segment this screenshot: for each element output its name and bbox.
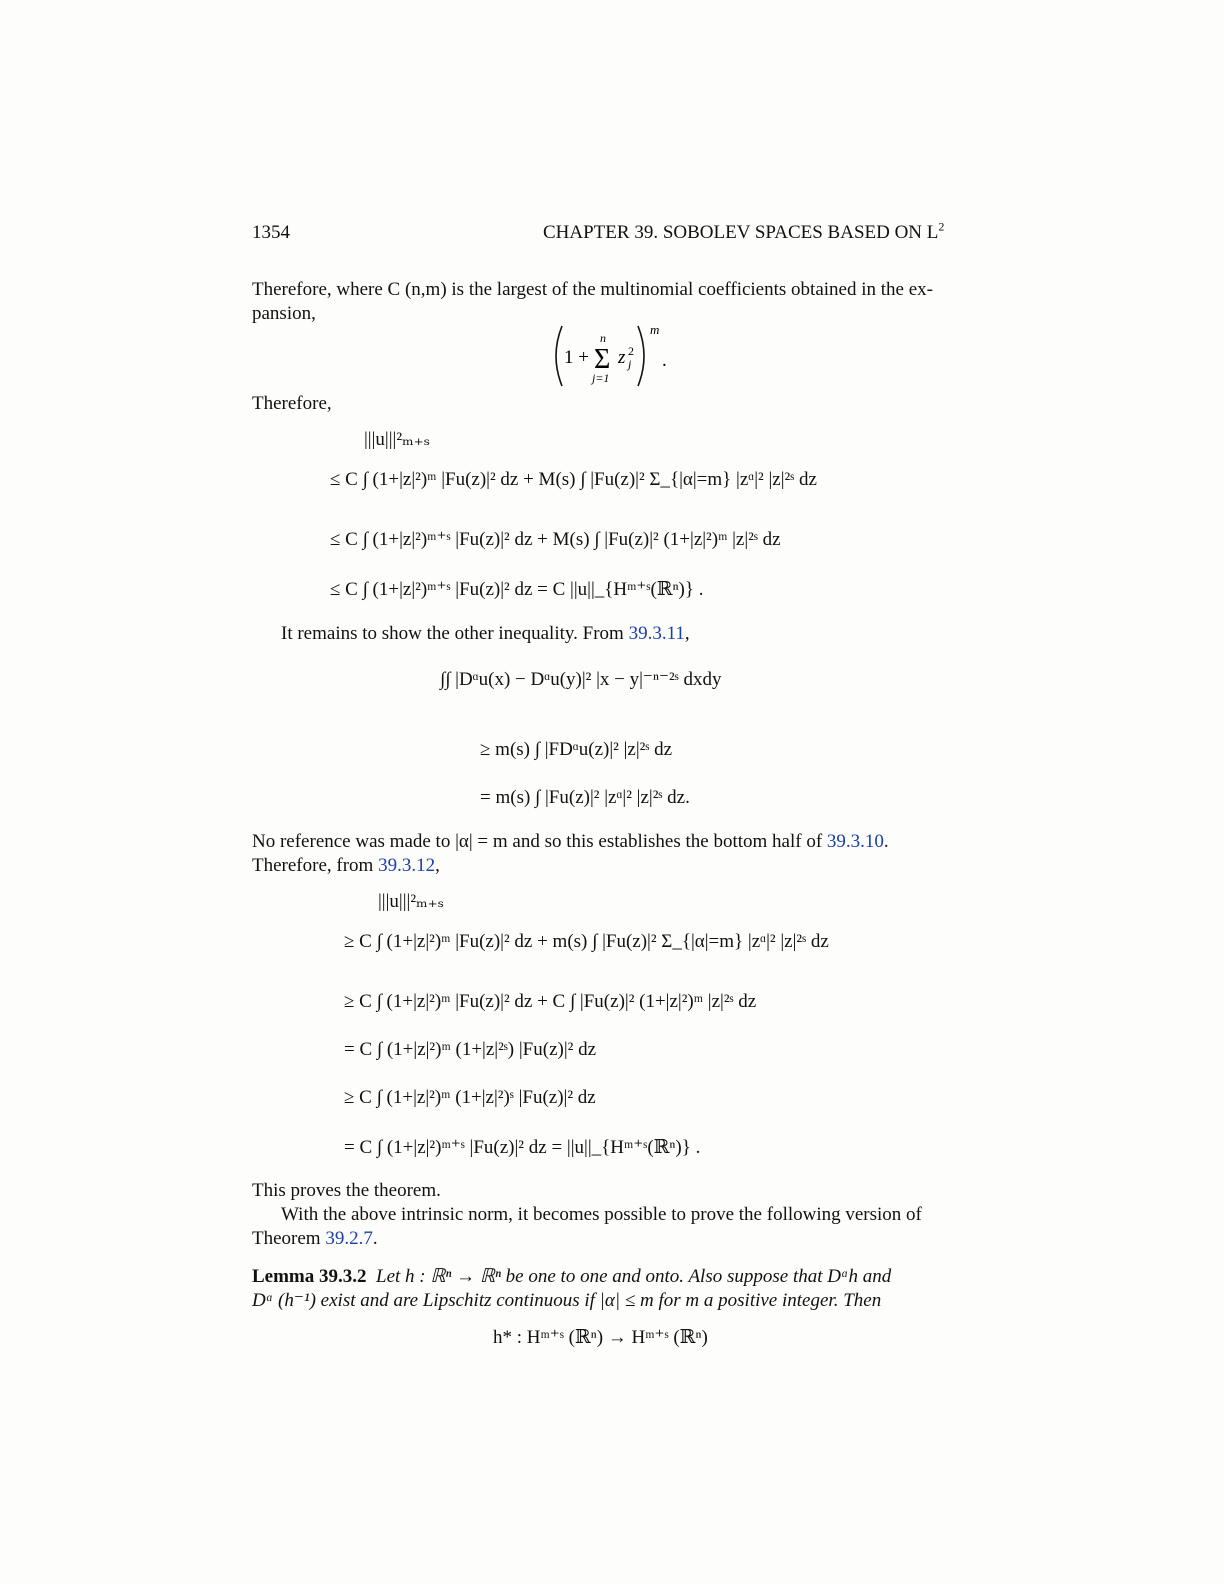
running-title: CHAPTER 39. SOBOLEV SPACES BASED ON $L^2$: [543, 219, 945, 243]
paragraph-line: It remains to show the other inequality. From 39.3.11,: [281, 623, 690, 644]
equation-line: ≥ C ∫ (1+|z|²)ᵐ |Fu(z)|² dz + C ∫ |Fu(z)|² (1+|z|²)ᵐ |z|²ˢ dz: [344, 991, 757, 1012]
paragraph-line: Therefore, from 39.3.12,: [252, 855, 440, 876]
paragraph-line: Therefore, where C (n,m) is the largest of the multinomial coefficients obtained in the ex-: [252, 279, 933, 300]
lemma-display-equation: h* : Hᵐ⁺ˢ (ℝⁿ) → Hᵐ⁺ˢ (ℝⁿ): [493, 1327, 708, 1348]
page-number: 1354: [252, 222, 290, 243]
svg-text:z: z: [618, 347, 626, 368]
equation-expansion: [550, 322, 680, 390]
svg-text:j=1: j=1: [592, 371, 610, 385]
svg-text:2: 2: [628, 344, 634, 358]
equation-line: = C ∫ (1+|z|²)ᵐ (1+|z|²ˢ) |Fu(z)|² dz: [344, 1039, 597, 1060]
theorem-ref-link[interactable]: 39.2.7: [325, 1228, 373, 1249]
svg-text:1 +: 1 +: [564, 347, 589, 368]
lemma-line: Dᵅ (h⁻¹) exist and are Lipschitz continuous if |α| ≤ m for m a positive integer. Then: [252, 1290, 882, 1311]
svg-text:n: n: [600, 331, 606, 345]
lemma-line: Lemma 39.3.2 Let h : ℝⁿ → ℝⁿ be one to one and onto. Also suppose that Dᵅh and: [252, 1266, 892, 1287]
paragraph-line: Therefore,: [252, 393, 332, 414]
equation-line: |||u|||²ₘ₊ₛ: [378, 891, 445, 912]
paragraph-line: No reference was made to |α| = m and so this establishes the bottom half of 39.3.10.: [252, 831, 889, 852]
paragraph-line: With the above intrinsic norm, it becomes possible to prove the following version of: [281, 1204, 922, 1225]
lemma-label: Lemma 39.3.2: [252, 1266, 367, 1287]
paragraph-line: pansion,: [252, 303, 316, 324]
equation-ref-link[interactable]: 39.3.10: [826, 831, 884, 852]
equation-line: ≤ C ∫ (1+|z|²)ᵐ⁺ˢ |Fu(z)|² dz + M(s) ∫ |Fu(z)|² (1+|z|²)ᵐ |z|²ˢ dz: [330, 529, 781, 550]
svg-text:j: j: [628, 357, 632, 371]
equation-ref-link[interactable]: 39.3.12: [378, 855, 436, 876]
equation-ref-link[interactable]: 39.3.11: [628, 623, 685, 644]
svg-text:.: .: [662, 350, 667, 371]
equation-line: = C ∫ (1+|z|²)ᵐ⁺ˢ |Fu(z)|² dz = ||u||_{Hᵐ⁺ˢ(ℝⁿ)} .: [344, 1137, 701, 1158]
paragraph-line: Theorem 39.2.7.: [252, 1228, 378, 1249]
equation-line: ≥ C ∫ (1+|z|²)ᵐ (1+|z|²)ˢ |Fu(z)|² dz: [344, 1087, 596, 1108]
equation-line: |||u|||²ₘ₊ₛ: [364, 429, 431, 450]
svg-text:Σ: Σ: [594, 344, 611, 375]
equation-line: ≥ m(s) ∫ |FDᵅu(z)|² |z|²ˢ dz: [480, 739, 673, 760]
equation-line: ≤ C ∫ (1+|z|²)ᵐ |Fu(z)|² dz + M(s) ∫ |Fu(z)|² Σ_{|α|=m} |zᵅ|² |z|²ˢ dz: [330, 469, 817, 490]
svg-text:m: m: [650, 322, 660, 337]
equation-line: ∫∫ |Dᵅu(x) − Dᵅu(y)|² |x − y|⁻ⁿ⁻²ˢ dxdy: [440, 669, 722, 690]
equation-expansion-svg: [550, 322, 680, 390]
equation-line: = m(s) ∫ |Fu(z)|² |zᵅ|² |z|²ˢ dz.: [480, 787, 690, 808]
equation-line: ≥ C ∫ (1+|z|²)ᵐ |Fu(z)|² dz + m(s) ∫ |Fu(z)|² Σ_{|α|=m} |zᵅ|² |z|²ˢ dz: [344, 931, 829, 952]
equation-line: ≤ C ∫ (1+|z|²)ᵐ⁺ˢ |Fu(z)|² dz = C ||u||_{Hᵐ⁺ˢ(ℝⁿ)} .: [330, 579, 704, 600]
paragraph-line: This proves the theorem.: [252, 1180, 441, 1201]
